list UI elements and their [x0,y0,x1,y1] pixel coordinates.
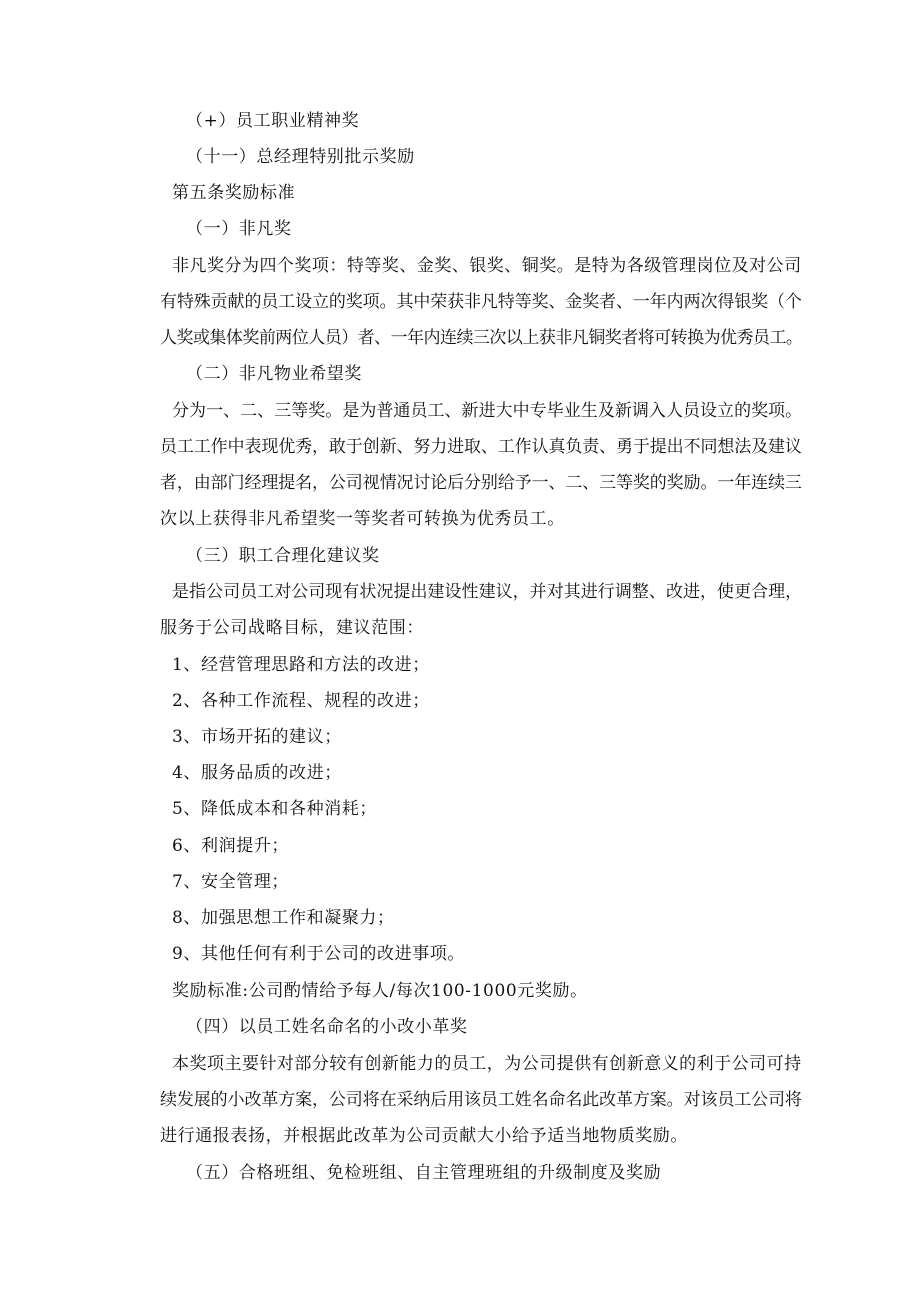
paragraph-3-line-2: 服务于公司战略目标，建议范围： [160,618,424,638]
subsection-heading-five: （五）合格班组、免检班组、自主管理班组的升级制度及奖励 [186,1163,662,1183]
paragraph-3-line-1: 是指公司员工对公司现有状况提出建设性建议，并对其进行调整、改进，使更合理， [172,582,803,602]
list-item-7: 7、安全管理； [172,872,290,892]
list-item-6: 6、利润提升； [172,836,290,856]
list-item-5: 5、降低成本和各种消耗； [172,799,378,819]
section-heading-ten: （+）员工职业精神奖 [186,111,360,131]
list-item-1: 1、经营管理思路和方法的改进； [172,655,430,675]
subsection-heading-four: （四）以员工姓名命名的小改小革奖 [186,1017,468,1037]
paragraph-1-line-2: 有特殊贡献的员工设立的奖项。其中荣获非凡特等奖、金奖者、一年内两次得银奖（个 [160,292,802,312]
section-heading-eleven: （十一）总经理特别批示奖励 [186,147,415,167]
list-item-2: 2、各种工作流程、规程的改进； [172,691,430,711]
list-item-4: 4、服务品质的改进； [172,763,342,783]
paragraph-1-line-3: 人奖或集体奖前两位人员）者、一年内连续三次以上获非凡铜奖者将可转换为优秀员工。 [160,328,803,348]
subsection-heading-three: （三）职工合理化建议奖 [186,546,380,566]
paragraph-2-line-1: 分为一、二、三等奖。是为普通员工、新进大中专毕业生及新调入人员设立的奖项。 [172,401,803,421]
paragraph-2-line-4: 次以上获得非凡希望奖一等奖者可转换为优秀员工。 [160,509,565,529]
paragraph-2-line-2: 员工工作中表现优秀，敢于创新、努力进取、工作认真负责、勇于提出不同想法及建议 [160,437,802,457]
list-item-3: 3、市场开拓的建议； [172,727,342,747]
paragraph-2-line-3: 者，由部门经理提名，公司视情况讨论后分别给予一、二、三等奖的奖励。一年连续三 [160,473,802,493]
reward-standard-line: 奖励标准:公司酌情给予每人/每次100-1000元奖励。 [172,981,588,1001]
paragraph-4-line-3: 进行通报表扬，并根据此改革为公司贡献大小给予适当地物质奖励。 [160,1126,688,1146]
paragraph-4-line-2: 续发展的小改革方案，公司将在采纳后用该员工姓名命名此改革方案。对该员工公司将 [160,1090,802,1110]
paragraph-1-line-1: 非凡奖分为四个奖项：特等奖、金奖、银奖、铜奖。是特为各级管理岗位及对公司 [172,256,802,276]
list-item-8: 8、加强思想工作和凝聚力； [172,908,395,928]
article-heading-five: 第五条奖励标准 [172,183,296,203]
subsection-heading-two: （二）非凡物业希望奖 [186,364,362,384]
list-item-9: 9、其他任何有利于公司的改进事项。 [172,944,466,964]
paragraph-4-line-1: 本奖项主要针对部分较有创新能力的员工，为公司提供有创新意义的利于公司可持 [172,1054,802,1074]
subsection-heading-one: （一）非凡奖 [186,219,292,239]
